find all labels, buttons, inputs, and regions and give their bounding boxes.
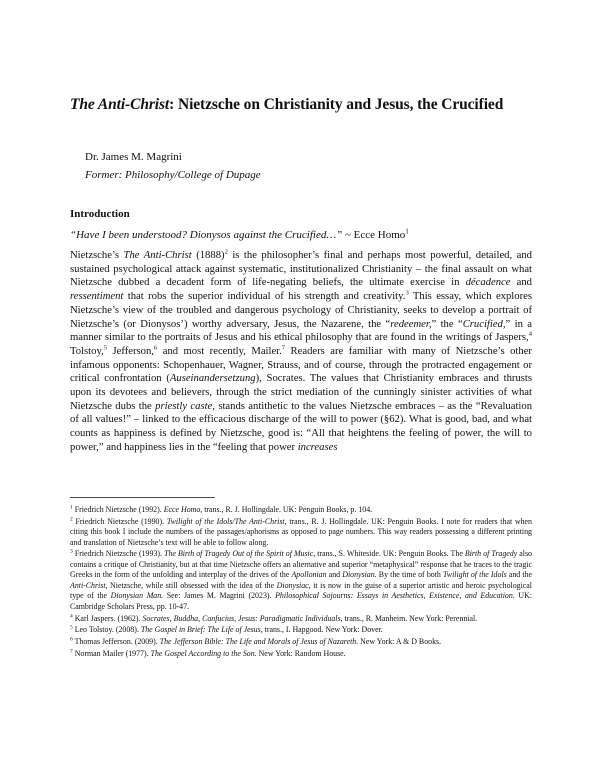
title-book-name: The Anti-Christ	[70, 96, 170, 113]
footnote-2	[70, 517, 532, 549]
text-run: Friedrich Nietzsche (1992).	[72, 505, 164, 514]
text-run-italic: Dionysian.	[342, 570, 377, 580]
text-run: Karl Jaspers. (1962).	[72, 613, 143, 623]
text-run: Friedrich Nietzsche (1990).	[72, 516, 167, 526]
text-run-italic: The Gospel According to the Son.	[150, 648, 257, 658]
footnote-4	[70, 614, 532, 625]
text-run: ), Socrates. The values that Christianity embraces and thrusts upon its devotees and believers, through the strict mediation of the cunningly sinister activities of what Nietzsche dubs the	[70, 373, 532, 412]
text-run-italic: Dionysian Man.	[110, 591, 164, 601]
text-run-italic: ressentiment	[70, 291, 124, 303]
text-run: trans., S. Whiteside. UK: Penguin Books. The	[315, 549, 465, 559]
footnote-5	[70, 625, 532, 636]
text-run: that robs the superior individual of his strength and creativity.	[123, 291, 406, 303]
body-paragraph	[70, 249, 532, 455]
body-text	[70, 249, 532, 455]
text-run: and the	[506, 570, 533, 580]
footnote-number: 1	[70, 504, 73, 511]
text-run: and	[326, 570, 343, 580]
footnote-number: 3	[70, 548, 73, 555]
footnote-ref: 5	[103, 344, 108, 352]
text-run: Jefferson,	[107, 345, 154, 357]
footnote-ref: 4	[528, 330, 532, 338]
text-run: is the philosopher’s final and perhaps most powerful, detailed, and sustained psychological attack against systematic, institutionalized Christianity – the final assault on what Nietzsche dubbed a decadent form of life-negating beliefs, the ultimate exercise in	[70, 250, 532, 289]
text-run-italic: Crucified,	[462, 318, 506, 330]
text-run-italic: priestly caste,	[155, 400, 215, 412]
footnote-7	[70, 649, 532, 660]
footnote-number: 4	[70, 612, 73, 619]
text-run-italic: Philosophical Sojourns: Essays in Aesthetics, Existence, and Education.	[275, 591, 515, 601]
text-run-italic: The Anti-Christ	[123, 250, 192, 261]
footnote-number: 2	[70, 516, 73, 523]
epigraph	[70, 229, 409, 241]
text-run: and most recently, Mailer.	[157, 345, 282, 357]
text-run-italic: Twilight of the Idols/The Anti-Christ,	[166, 516, 287, 526]
text-run-italic: Birth of Tragedy	[464, 549, 518, 559]
text-run-italic: décadence	[465, 277, 511, 289]
epigraph-source: ~ Ecce Homo	[342, 229, 406, 241]
text-run: Norman Mailer (1977).	[72, 648, 151, 658]
text-run-italic: The Birth of Tragedy Out of the Spirit of Music,	[164, 549, 316, 559]
text-run: trans., R. J. Hollingdale. UK: Penguin Books. I note for readers that when citing this book I include the numbers of the passages/aphorisms as opposed to page numbers. This way readers possessing a different printing and translation of Nietzsche’s text will be able to follow along.	[70, 516, 532, 547]
author-name: Dr. James M. Magrini	[85, 151, 182, 163]
text-run: Leo Tolstoy. (2008).	[72, 625, 141, 635]
footnote-ref: 1	[405, 228, 409, 236]
section-heading: Introduction	[70, 208, 130, 220]
text-run-italic: The Gospel in Brief: The Life of Jesus,	[140, 625, 263, 635]
text-run: Friedrich Nietzsche (1993).	[72, 549, 165, 559]
text-run-italic: Ecce Homo,	[163, 505, 203, 514]
footnote-3	[70, 549, 532, 612]
text-run: trans., R. J. Hollingdale. UK: Penguin Books, p. 104.	[202, 505, 373, 514]
text-run-italic: increases	[297, 441, 338, 453]
paper-title	[70, 96, 540, 114]
text-run: See: James M. Magrini (2023).	[163, 591, 276, 601]
footnote-ref: 6	[153, 344, 158, 352]
text-run: stands antithetic to the values Nietzsche embraces – as the “Revaluation of all values!” – linked to the efficacious discharge of the will to power (§62). What is good, bad, and what counts as happiness is defined by Nietzsche, good is: “All that heightens the feeling of power, the will to power,” and happiness lies in the “feeling that power	[70, 400, 533, 453]
text-run: Tolstoy,	[70, 345, 104, 357]
epigraph-quote: “Have I been understood? Dionysos against the Crucified…”	[70, 229, 343, 241]
text-run: it is now in the guise of a superior artistic and heroic psychological type of the	[70, 580, 532, 601]
text-run: UK: Cambridge Scholars Press, pp. 10-47.	[70, 591, 533, 611]
text-run: Thomas Jefferson. (2009).	[72, 636, 160, 646]
footnote-1	[70, 505, 532, 516]
footnote-divider	[70, 497, 215, 498]
footnote-number: 7	[70, 648, 73, 654]
text-run-italic: Apollonian	[291, 570, 327, 580]
text-run-italic: Socrates, Buddha, Confucius, Jesus: Paradigmatic Individuals,	[142, 613, 343, 623]
footnote-ref: 2	[224, 248, 228, 256]
text-run-italic: The Jefferson Bible: The Life and Morals of Jesus of Nazareth.	[159, 636, 359, 646]
text-run-italic: Anti-Christ,	[70, 580, 108, 590]
text-run: New York: Random House.	[256, 648, 346, 658]
footnote-number: 6	[70, 636, 73, 643]
text-run: ” the “	[431, 318, 463, 330]
text-run: Readers are familiar with many of Nietzsche’s other infamous opponents: Schopenhauer, Wagner, Strauss, and of course, through the protracted engagement or critical confrontation (	[70, 345, 532, 385]
text-run: and	[510, 277, 533, 289]
text-run: Nietzsche’s	[70, 250, 124, 261]
text-run: also contains a critique of Christianity, but at that time Nietzsche offers an alternative and superior “metaphysical” response that he traces to the tragic Greeks in the form of the unfolding and interplay of the drives of the	[70, 549, 533, 580]
footnote-ref: 7	[281, 344, 286, 352]
footnotes	[70, 505, 532, 660]
text-run: (1888)	[191, 250, 225, 261]
footnote-6	[70, 637, 532, 648]
author-affiliation: Former: Philosophy/College of Dupage	[85, 169, 261, 181]
text-run: ” in a manner similar to the portraits of Jesus and his ethical philosophy that are found in the writings of Jaspers,	[70, 318, 533, 344]
text-run: Nietzsche, while still obsessed with the idea of the	[107, 580, 277, 590]
text-run: By the time of both	[376, 570, 443, 580]
title-subtitle: : Nietzsche on Christianity and Jesus, the Crucified	[169, 96, 504, 113]
text-run: trans., R. Manheim. New York: Perennial.	[342, 613, 478, 623]
text-run: trans., I. Hapgood. New York: Dover.	[262, 625, 383, 635]
footnote-number: 5	[70, 624, 73, 631]
text-run: New York: A & D Books.	[358, 636, 442, 646]
text-run-italic: redeemer,	[390, 318, 432, 330]
text-run-italic: Auseinandersetzung	[169, 373, 256, 385]
text-run: This essay, which explores Nietzsche’s view of the troubled and dangerous psychology of Christianity, seeks to develop a portrait of Nietzsche’s (or Dionysos’) worthy adversary, Jesus, the Nazarene, the “	[70, 291, 532, 330]
footnote-ref: 3	[405, 289, 409, 297]
text-run-italic: Dionysiac,	[276, 580, 311, 590]
text-run-italic: Twilight of the Idols	[443, 570, 507, 580]
